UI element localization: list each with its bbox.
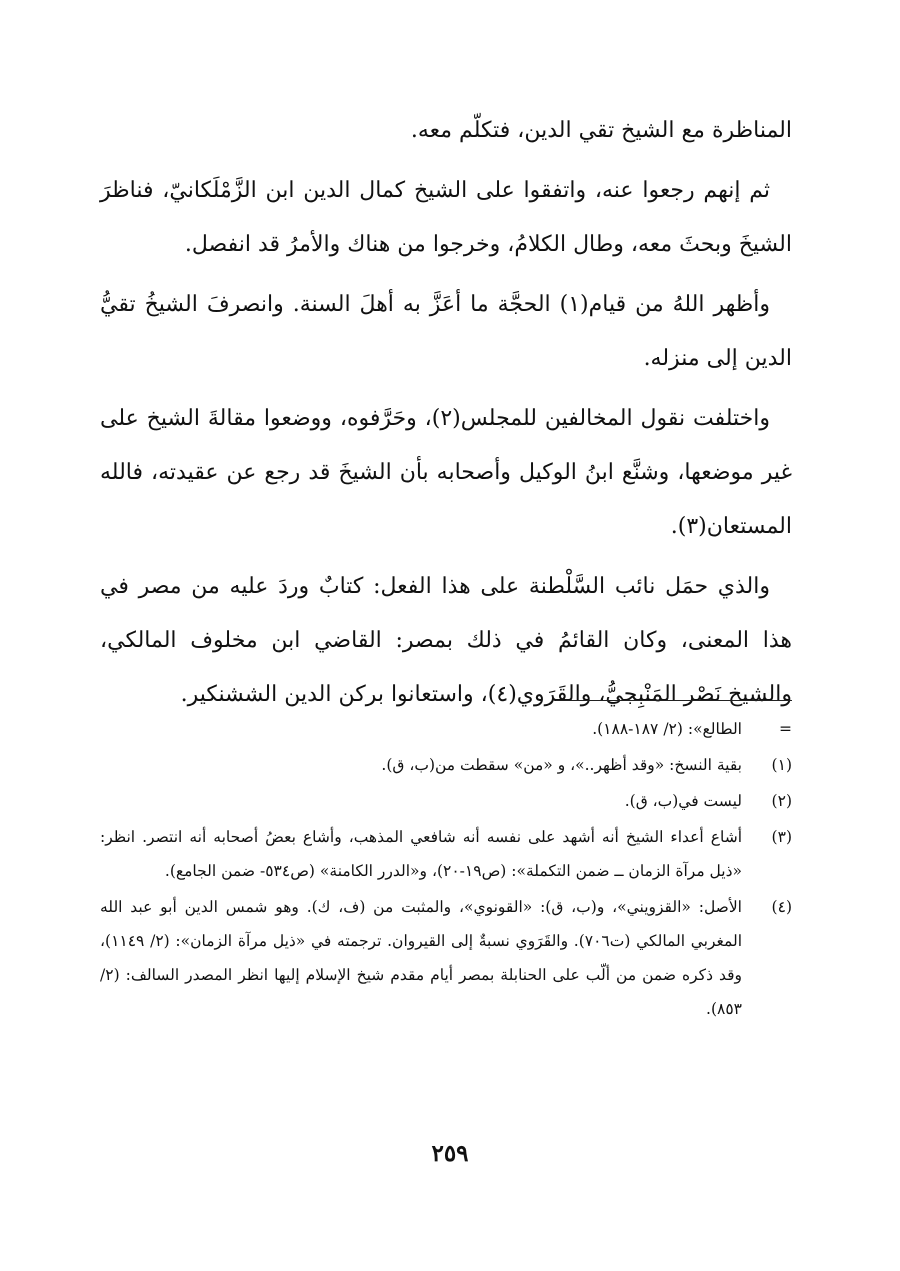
main-text	[100, 104, 792, 728]
paragraph: ثم إنهم رجعوا عنه، واتفقوا على الشيخ كمال الدين ابن الزَّمْلَكانيّ، فناظرَ الشيخَ وبحثَ معه، وطال الكلامُ، وخرجوا من هناك والأمرُ قد انفصل.	[100, 178, 792, 257]
footnote	[100, 890, 792, 1026]
footnote-text: الأصل: «القزويني»، و(ب، ق): «القونوي»، والمثبت من (ف، ك). وهو شمس الدين أبو عبد الله المغربي المالكي (ت٧٠٦). والقَرَوي نسبةٌ إلى القيروان. ترجمته في «ذيل مرآة الزمان»: (٢/ ١١٤٩)، وقد ذكره ضمن من ألّب على الحنابلة بمصر أيام مقدم شيخ الإسلام إليها انظر المصدر السالف: (٢/ ٨٥٣).	[100, 898, 743, 1018]
footnote-marker: (٣)	[771, 828, 792, 846]
footnote-text: الطالع»: (٢/ ١٨٧-١٨٨).	[592, 720, 742, 738]
footnote	[100, 820, 792, 888]
footnote-separator	[556, 700, 792, 701]
footnote	[100, 748, 792, 782]
footnote-text: أشاع أعداء الشيخ أنه أشهد على نفسه أنه شافعي المذهب، وأشاع بعضُ أصحابه أنه انتصر. انظر: «ذيل مرآة الزمان ــ ضمن التكملة»: (ص١٩-٢٠)، و«الدرر الكامنة» (ص٥٣٤- ضمن الجامع).	[100, 828, 742, 880]
paragraph: المناظرة مع الشيخ تقي الدين، فتكلّم معه.	[410, 118, 792, 143]
footnote-marker: (١)	[771, 756, 792, 774]
paragraph: واختلفت نقول المخالفين للمجلس(٢)، وحَرَّفوه، ووضعوا مقالةَ الشيخ على غير موضعها، وشنَّع ابنُ الوكيل وأصحابه بأن الشيخَ قد رجع عن عقيدته، فالله المستعان(٣).	[100, 406, 792, 539]
page-number: ٢٥٩	[431, 1140, 469, 1167]
footnote-marker: (٤)	[771, 898, 792, 916]
footnote-text: بقية النسخ: «وقد أظهر..»، و «من» سقطت من(ب، ق).	[381, 756, 742, 774]
footnotes	[100, 712, 792, 1028]
paragraph: والذي حمَل نائب السَّلْطنة على هذا الفعل: كتابٌ وردَ عليه من مصر في هذا المعنى، وكان القائمُ في ذلك بمصر: القاضي ابن مخلوف المالكي، والشيخ نَصْر المَنْبِجيُّ، والقَرَوي(٤)، واستعانوا بركن الدين الششنكير.	[100, 574, 793, 707]
footnote-marker: (٢)	[771, 792, 792, 810]
footnote	[100, 784, 792, 818]
footnote	[100, 712, 792, 746]
footnote-marker: =	[779, 720, 792, 738]
footnote-text: ليست في(ب، ق).	[624, 792, 742, 810]
paragraph: وأظهر اللهُ من قيام(١) الحجَّة ما أعَزَّ به أهلَ السنة. وانصرفَ الشيخُ تقيُّ الدين إلى منزله.	[100, 292, 792, 371]
